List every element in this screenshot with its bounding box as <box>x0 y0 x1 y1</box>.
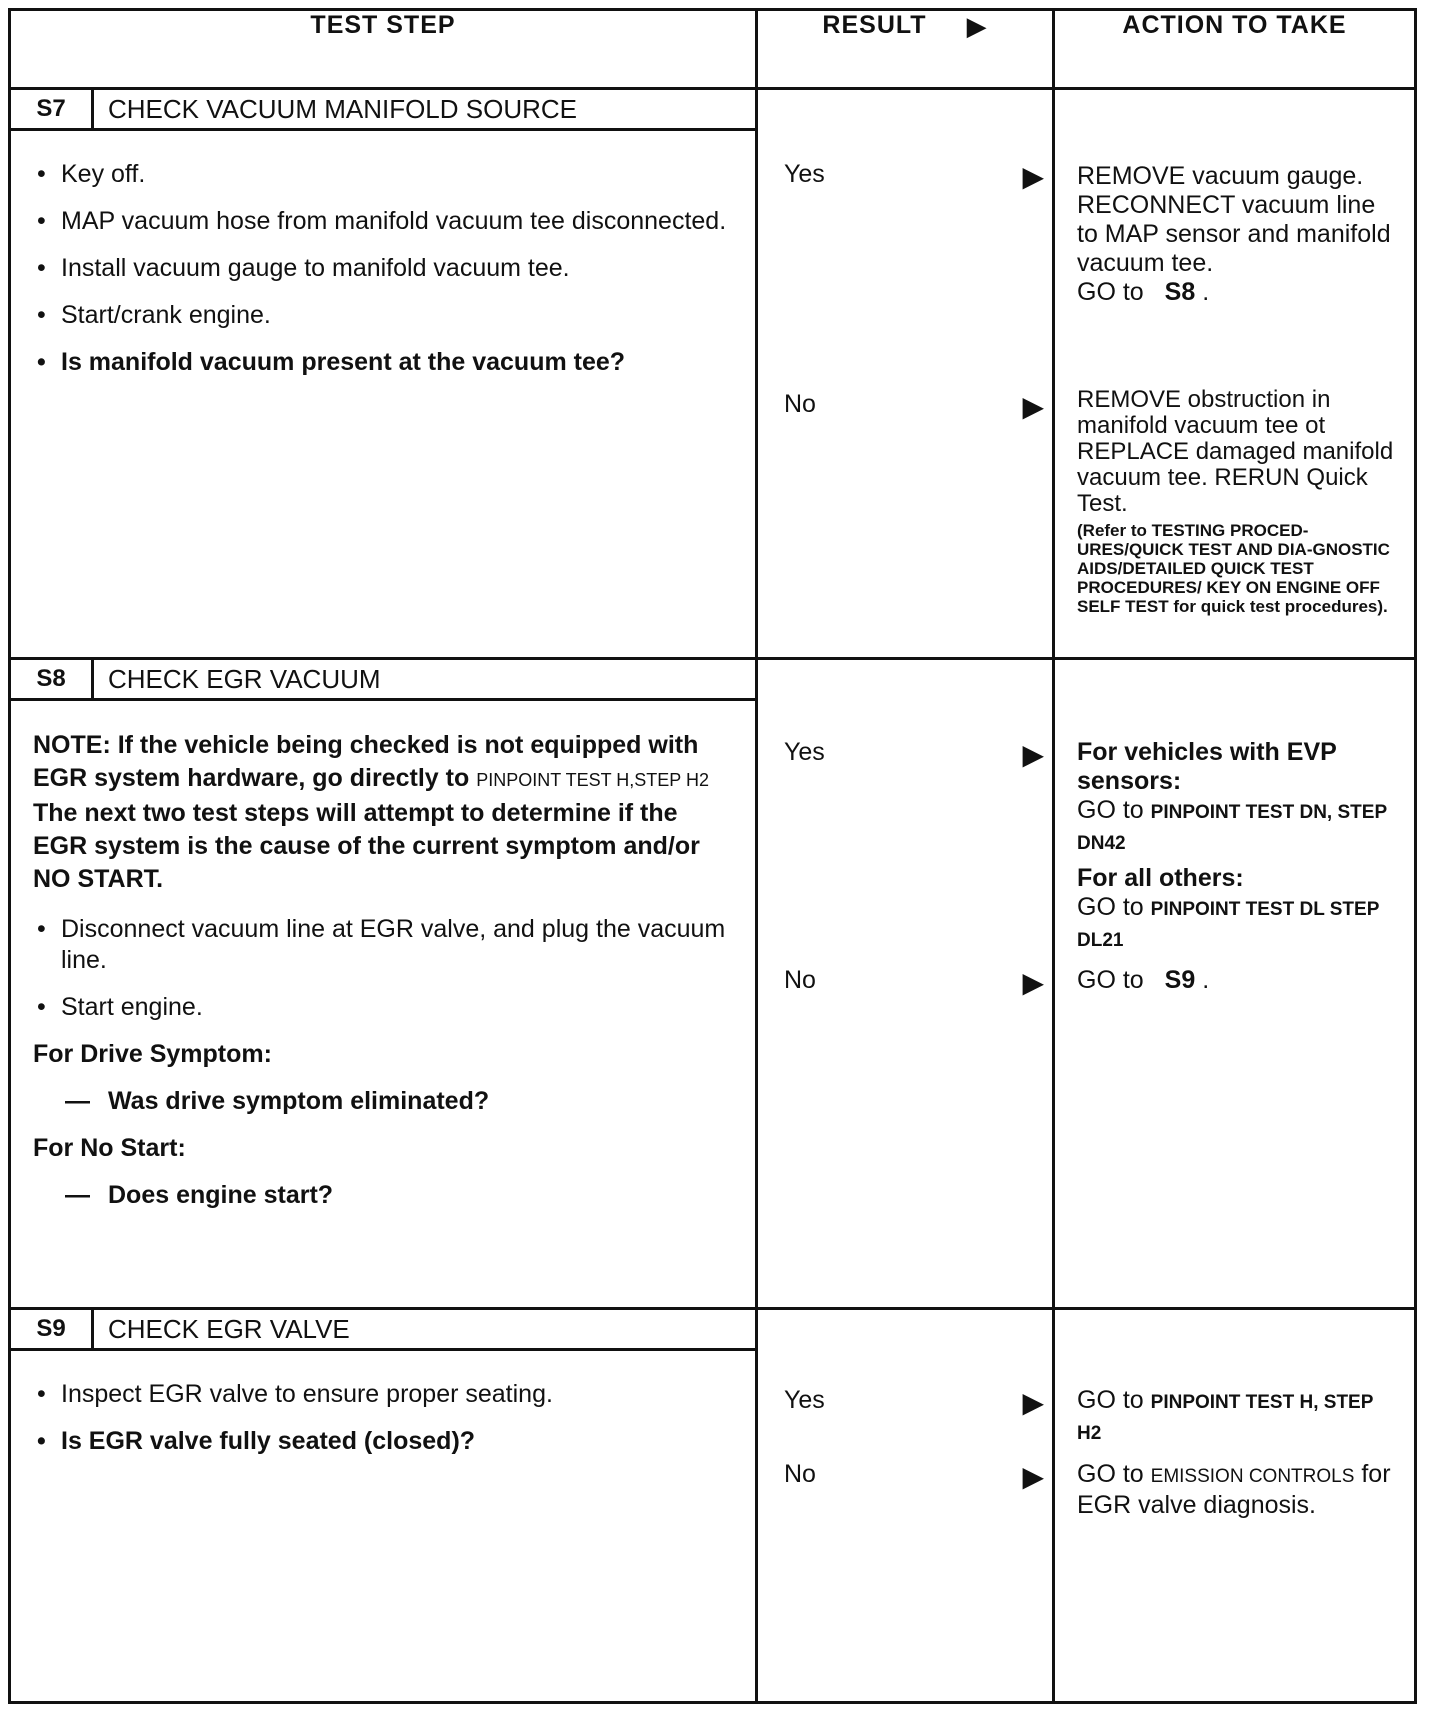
step-id: S9 <box>11 1310 94 1348</box>
step-row-s8 <box>10 659 1416 1309</box>
step-bullets <box>33 914 737 1023</box>
step-note: NOTE: If the vehicle being checked is not equipped with EGR system hardware, go directly to PINPOINT TEST H,STEP H2 The next two test steps will attempt to determine if the EGR system is the cause of the current symptom and/or NO START. <box>33 731 709 893</box>
result-yes: Yes ▶ <box>784 160 1044 192</box>
action-yes: GO to PINPOINT TEST H, STEP H2 <box>1077 1386 1374 1444</box>
test-step-cell-s7 <box>10 89 757 659</box>
step-question: • Is EGR valve fully seated (closed)? <box>33 1426 737 1457</box>
action-no: GO to S9 . <box>1077 966 1210 994</box>
result-no: No ▶ <box>784 966 1044 998</box>
arrow-right-icon: ▶ <box>1022 967 1044 998</box>
refer-note: (Refer to TESTING PROCED-URES/QUICK TEST AND DIA-GNOSTIC AIDS/DETAILED QUICK TEST PROCEDURES/ KEY ON ENGINE OFF SELF TEST for quick test procedures). <box>1077 521 1390 616</box>
result-cell-s7 <box>757 89 1054 659</box>
others-label: For all others: <box>1077 864 1244 892</box>
list-item: • Start/crank engine. <box>33 300 737 331</box>
action-no: GO to EMISSION CONTROLS for EGR valve diagnosis. <box>1077 1460 1391 1519</box>
diagnostic-table-page <box>8 8 1414 1704</box>
step-bullets <box>33 1379 737 1457</box>
no-start-label: For No Start: <box>33 1134 186 1162</box>
arrow-right-icon: ▶ <box>1022 161 1044 192</box>
header-test-step: TEST STEP <box>10 10 757 89</box>
list-item: • Disconnect vacuum line at EGR valve, and plug the vacuum line. <box>33 914 737 976</box>
arrow-right-icon: ▶ <box>1022 739 1044 770</box>
step-id: S8 <box>11 660 94 698</box>
step-title: CHECK EGR VALVE <box>108 1313 350 1344</box>
step-row-s9 <box>10 1309 1416 1703</box>
step-header <box>11 1310 755 1351</box>
evp-action: GO to PINPOINT TEST DN, STEP DN42 <box>1077 796 1387 854</box>
result-no: No ▶ <box>784 390 1044 422</box>
header-action: ACTION TO TAKE <box>1054 10 1416 89</box>
evp-label: For vehicles with EVP sensors: <box>1077 738 1337 795</box>
header-result: RESULT ▶ <box>757 10 1054 89</box>
step-reference: S8 <box>1164 278 1196 306</box>
arrow-right-icon: ▶ <box>1022 1461 1044 1492</box>
step-header <box>11 660 755 701</box>
step-row-s7 <box>10 89 1416 659</box>
list-item: • Key off. <box>33 159 737 190</box>
step-id: S7 <box>11 90 94 128</box>
test-step-cell-s9 <box>10 1309 757 1703</box>
arrow-right-icon: ▶ <box>1022 1387 1044 1418</box>
result-cell-s9 <box>757 1309 1054 1703</box>
list-item: • MAP vacuum hose from manifold vacuum tee disconnected. <box>33 206 737 237</box>
pinpoint-reference: PINPOINT TEST H, STEP H2 <box>1077 1392 1374 1444</box>
arrow-right-icon: ▶ <box>966 11 988 41</box>
result-no: No ▶ <box>784 1460 1044 1492</box>
step-body <box>11 131 755 404</box>
action-cell-s8 <box>1054 659 1416 1309</box>
drive-symptom-question: — Was drive symptom eliminated? <box>65 1087 490 1115</box>
step-title: CHECK VACUUM MANIFOLD SOURCE <box>108 93 578 124</box>
table-header-row <box>10 10 1416 89</box>
pinpoint-reference: PINPOINT TEST DL STEP DL21 <box>1077 899 1380 951</box>
drive-symptom-label: For Drive Symptom: <box>33 1040 272 1068</box>
action-cell-s9 <box>1054 1309 1416 1703</box>
step-bullets <box>33 159 737 378</box>
action-yes <box>1077 738 1400 955</box>
pinpoint-test-table <box>8 8 1417 1704</box>
result-cell-s8 <box>757 659 1054 1309</box>
list-item: • Start engine. <box>33 992 737 1023</box>
action-cell-s7 <box>1054 89 1416 659</box>
action-no: REMOVE obstruction in manifold vacuum tee ot REPLACE damaged manifold vacuum tee. RERUN Quick Test. (Refer to TESTING PROCED-URES/QUICK TEST AND DIA-GNOSTIC AIDS/DETAILED QUICK TEST PROCEDURES/ KEY ON ENGINE OFF SELF TEST for quick test procedures). <box>1077 387 1400 616</box>
arrow-right-icon: ▶ <box>1022 391 1044 422</box>
step-title: CHECK EGR VACUUM <box>108 663 381 694</box>
step-header <box>11 90 755 131</box>
emission-reference: EMISSION CONTROLS <box>1150 1466 1355 1487</box>
list-item: • Inspect EGR valve to ensure proper seating. <box>33 1379 737 1410</box>
step-reference: S9 <box>1164 966 1196 994</box>
result-yes: Yes ▶ <box>784 738 1044 770</box>
step-body <box>11 1351 755 1483</box>
step-body <box>11 701 755 1237</box>
action-yes: REMOVE vacuum gauge. RECONNECT vacuum line to MAP sensor and manifold vacuum tee. GO to S8 . <box>1077 162 1391 306</box>
no-start-question: — Does engine start? <box>65 1181 334 1209</box>
result-yes: Yes ▶ <box>784 1386 1044 1418</box>
pinpoint-reference: PINPOINT TEST DN, STEP DN42 <box>1077 802 1387 854</box>
list-item: • Install vacuum gauge to manifold vacuum tee. <box>33 253 737 284</box>
others-action: GO to PINPOINT TEST DL STEP DL21 <box>1077 893 1380 951</box>
step-question: • Is manifold vacuum present at the vacuum tee? <box>33 347 737 378</box>
test-step-cell-s8 <box>10 659 757 1309</box>
